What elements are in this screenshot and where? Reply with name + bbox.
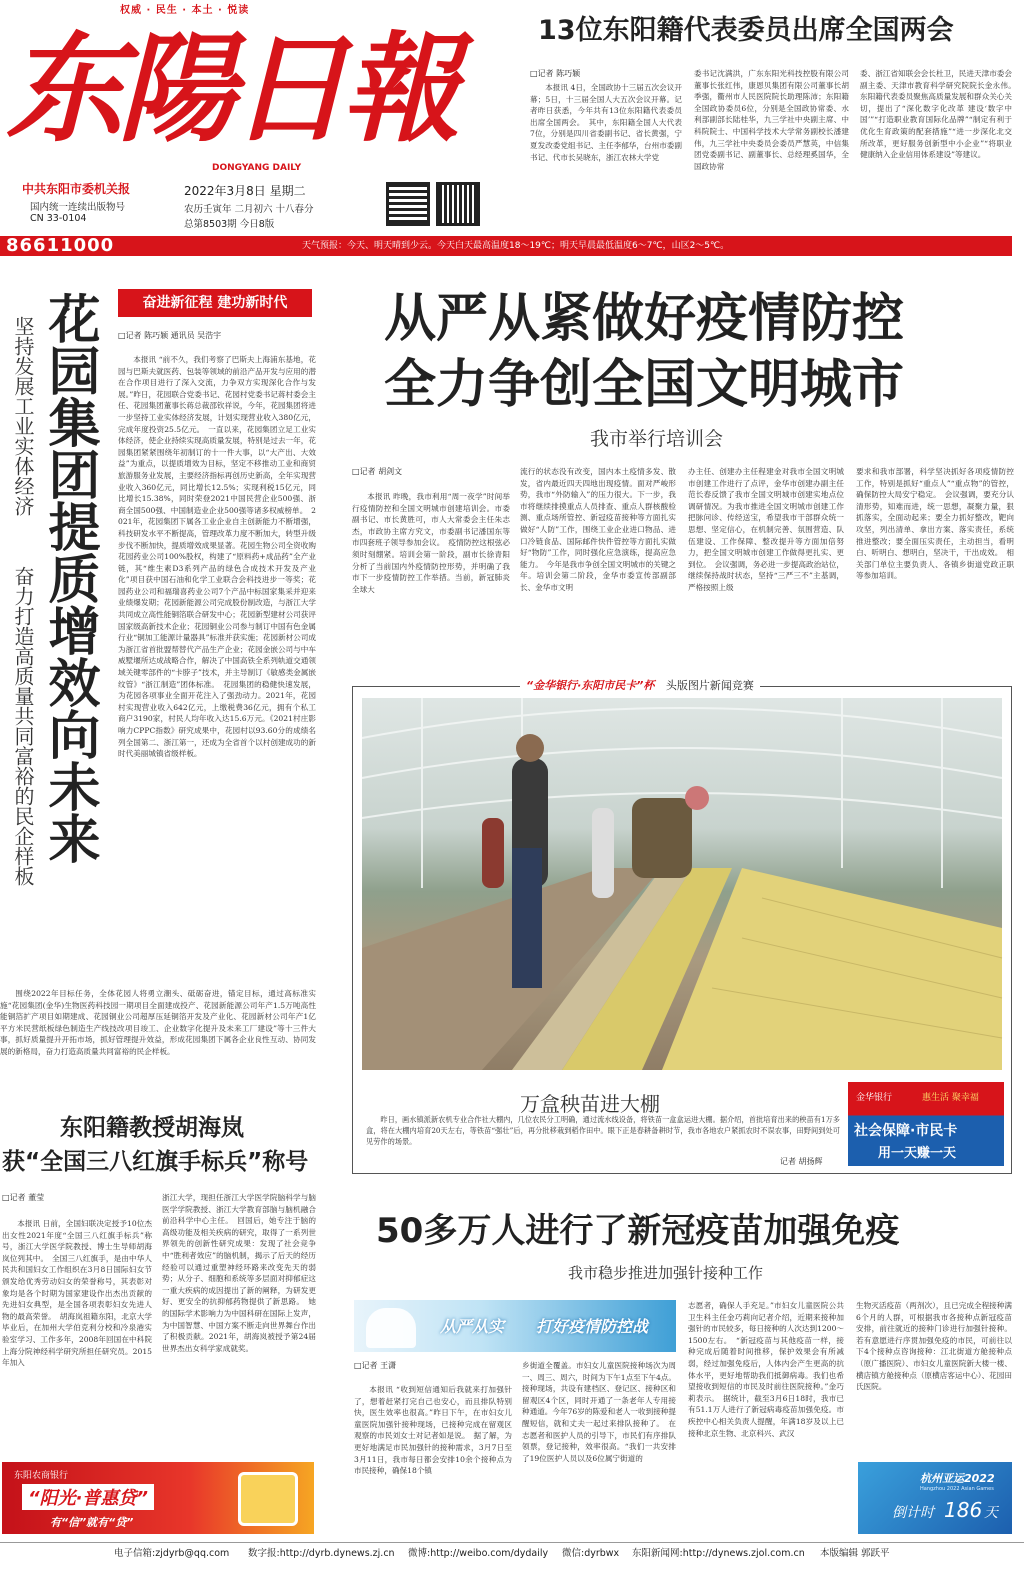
issue-date: 2022年3月8日 星期二 — [184, 184, 306, 198]
left-story-title: 花园集团提质增效向未来 — [39, 292, 99, 864]
asian-games-countdown[interactable] — [858, 1462, 1012, 1534]
left-story-byline: □记者 陈巧颖 通讯员 吴浩宇 — [118, 331, 222, 340]
masthead-slogan: 权威 · 民生 · 本土 · 悦读 — [120, 5, 250, 16]
vaccine-col2-text: 志愿者，确保人手充足。”市妇女儿童医院公共卫生科主任金巧莉向记者介绍，近期来接种加强针的市民较多，每日接种的人次达到1200～1500左右。 “新冠疫苗与其他疫苗一样，接种完成后随着时间推移，保护效果会有所减弱，经过加强免疫后，人体内会产生更高的抗体水平，更好地帮助我们抵御病毒。我们也希望接收到短信的市民及时前往医院接种。”金巧莉表示。 据统计，截至3月6日18时，我市已有51.1万人进行了新冠病毒疫苗加强免疫。市疾控中心相关负责人提醒，年满18岁及以上已接种北京生物、北京科兴、武汉 — [688, 1301, 845, 1438]
vaccine-title: 50多万人进行了新冠疫苗加强免疫 — [376, 1211, 900, 1251]
teacher-col1 — [2, 1218, 152, 1454]
top-story-col1-text: 本报讯 4日，全国政协十三届五次会议开幕；5日，十三届全国人大五次会议开幕。记者昨日获悉，今年共有13位东阳籍代表委员出席全国两会。 其中，东阳籍全国人大代表7位，分别是四川省委副书记、省长黄强，宁夏发改委党组书记、主任李郁华，台州市委副书记、代市长吴晓东，浙江农林大学党 — [530, 83, 682, 162]
greenhouse-photo — [362, 698, 1002, 1070]
newspaper-logo: 东陽日報 — [6, 19, 455, 158]
medical-worker-icon — [366, 1308, 416, 1348]
qr-code-2[interactable] — [436, 182, 480, 226]
left-story-body-2 — [0, 988, 316, 1084]
left-story-kicker-1: 坚持发展工业实体经济 — [11, 316, 35, 516]
teacher-title-line-2: 获“全国三八红旗手标兵”称号 — [2, 1149, 309, 1175]
asian-games-title: 杭州亚运2022 — [920, 1472, 995, 1485]
teacher-col2 — [162, 1192, 316, 1454]
vaccine-col1b — [522, 1360, 676, 1538]
rural-bank-ad[interactable] — [2, 1462, 314, 1534]
issue-number: 总第8503期 今日8版 — [184, 219, 275, 230]
epidemic-banner — [354, 1300, 676, 1352]
footer-bar — [0, 1542, 1024, 1566]
footer-wechat[interactable]: 微信:dyrbwx — [562, 1548, 620, 1559]
contest-label: 头版图片新闻竞赛 — [665, 679, 754, 692]
lead-col4 — [856, 466, 1014, 657]
footer-weibo[interactable]: 微博:http://weibo.com/dydaily — [408, 1548, 549, 1559]
vaccine-col2 — [688, 1300, 844, 1538]
lead-col1 — [352, 491, 510, 657]
lead-col3 — [688, 466, 844, 657]
vaccine-col1b-text: 乡街道全覆盖。市妇女儿童医院接种场次为周一、周三、周六，时间为下午1点至下午4点。接种现场，共设有建档区、登记区、接种区和留观区4个区，同时开通了一条老年人专用接种通道。今年76岁的陈爱和老人一收到接种提醒短信，就和丈夫一起过来排队接种了。 在志愿者和医护人员的引导下，市民们有序排队领票，登记接种，效率很高。“我们一共安排了19位医护人员以及6位属宁街道的 — [522, 1361, 676, 1463]
photo-contest-banner — [520, 678, 760, 694]
top-story-col3-text: 委、浙江省知联会会长杜卫，民进天津市委会副主委、天津市教育科学研究院院长金永伟。 东阳籍代表委员聚焦高质量发展和群众关心关切，提出了“深化数字化改革 建设‘数字中国’”“打造职业教育国际化品牌”“制定有利于优化生育政策的配套措施”“进一步深化北交所改革，更好服务创新型中小企业”“将职业健康纳入企业信用体系建设”等建议。 — [860, 69, 1020, 160]
left-story-body — [118, 354, 316, 988]
photo-caption-text: 昨日，画水镇派新农机专业合作社大棚内，几位农民分工明确，通过流水线设备，将铁苗一盒盒运进大棚。据介绍，首批培育出来的秧苗有1万多盒，将在大棚内培育20天左右，等铁苗“强壮”后，再分批移栽到稻作田中。眼下正是春耕备耕时节，我市各地农户紧抓农时不误农事，田野间到处可见劳作的场景。 — [366, 1115, 840, 1146]
bank-ad-line-1: 社会保障·市民卡 — [854, 1123, 958, 1139]
teacher-title-line-1: 东阳籍教授胡海岚 — [60, 1115, 244, 1141]
countdown-value: 186 — [944, 1498, 983, 1522]
newspaper-pinyin: DONGYANG DAILY — [212, 163, 302, 173]
hotline-number: 86611000 — [6, 235, 115, 256]
lead-col2 — [520, 466, 676, 657]
epidemic-banner-text-1: 从严从实 — [440, 1317, 505, 1336]
top-story-col1 — [530, 82, 682, 232]
bank-ad-card[interactable] — [848, 1082, 1004, 1166]
photo-caption-title: 万盒秧苗进大棚 — [520, 1092, 660, 1116]
photo-caption — [366, 1114, 840, 1148]
left-story-kicker-2: 奋力打造高质量共同富裕的民企样板 — [11, 566, 35, 886]
left-story-body-text: 本报讯 “前不久，我们考察了巴斯夫上海浦东基地，花园与巴斯夫就医药、包装等领域的前沿产品开发与应用的潜在合作项目进行了深入交流，力争双方实现深化合作与发展。”昨日，花园联合党委书记、花园村党委书记蒋村委会主任、花园集团董事长蒋总裁邵钦祥说，今年，花园集团将进一步坚持工业实体经济发展，计划实现营业收入380亿元，完成年度投资25.5亿元。 一直以来，花园集团立足工业实体经济，使企业持续实现高质量发展，特别是过去一年，花园集团紧紧围绕年初制订的十一件大事，以“大产出、大效益”为重点，以提质增效为目标，坚定不移推动工业和商贸旅游服务业发展，主要经济指标再创历史新高，全年实现营业收入360亿元，同比增长12.5%；实现利税15亿元，同比增长15.38%，同时荣登2021中国民营企业500强、浙商全国500强、中国制造业企业500强等诸多权威榜单。 2021年，花园集团下属各工业企业自主创新能力不断增强，科技研发水平不断提高，管理改革力度不断加大，转型升级步伐不断加快，提质增效成果显著。花园生物公司全资收购花园药业公司100%股权，构建了“原料药+成品药”全产业链，其“维生素D3系列产品的绿色合成技术开发及产业化”项目获中国石油和化学工业联合会科技进步一等奖；花园药业公司和福瑞喜药业公司7个产品中标国家集采并迎来业绩爆发期；花园新能源公司完成股份制改造，与浙江大学共同成立高性能铜箔联合研发中心；花园新型建材公司获评国家级高新技术企业；花园铜业公司参与制订中国有色金属行业“铜加工能源计量器具”标准并获实施；花园新材公司成为浙江省首批盟帮替代产品生产企业；花园金嵌公司与中车威墅堰所达成战略合作，解决了中国高铁全系列轨道交通领域关键零部件的“卡脖子”技术，并主导制订《敏感类金属嵌纹管》“浙江制造”团体标准。 花园集团的稳健快速发展，为花园各项事业全面开花注入了强劲动力。2021年，花园村实现营业收入642亿元，上缴税费36亿元，拥有个私工商户3190家，村民人均年收入达15.6万元。《2021村庄影响力CPPC指数》研究成果中，花园村以93.60分的成绩名列全国第二、浙江第一，还成为全省首个以村创建成功的新时代美丽城镇省级样板。 — [118, 355, 316, 759]
top-story-col2 — [694, 68, 849, 232]
greenhouse-photo-drawing — [362, 698, 1002, 1070]
bank-ad-name: 金华银行 — [856, 1093, 893, 1103]
top-story-byline: □记者 陈巧颖 — [530, 69, 581, 78]
lead-subtitle: 我市举行培训会 — [590, 428, 724, 450]
lead-col4-text: 要求和我市部署，科学坚决抓好各项疫情防控工作，特别是抓好“重点人”“重点物”的管控，确保防控大局安宁稳定。 会议强调，要充分认清形势，知难而进，统一思想，凝聚力量，狠抓落实，全面动起来；要全力抓好整改，靶向攻坚，列出清单、拿出方案、落实责任，系统推进整改；要全面压实责任，主动担当，看明白、听明白、想明白，坚决干，干出成效。 相关部门单位主要负责人、各镇乡街道党政正职等参加培训。 — [856, 467, 1014, 581]
rural-bank-name: 东阳农商银行 — [14, 1471, 69, 1481]
lead-byline: □记者 胡剑文 — [352, 467, 403, 476]
lead-title-line-2: 全力争创全国文明城市 — [384, 355, 905, 415]
contest-name: “金华银行·东阳市民卡”杯 — [526, 679, 655, 692]
campaign-badge: 奋进新征程 建功新时代 — [118, 289, 312, 317]
epidemic-banner-text-2: 打好疫情防控战 — [536, 1317, 649, 1336]
rural-bank-slogan-1: “阳光·普惠贷” — [22, 1484, 154, 1510]
footer-email[interactable]: 电子信箱:zjdyrb@qq.com — [114, 1548, 230, 1559]
vaccine-byline: □记者 王潇 — [354, 1361, 397, 1370]
rural-bank-slogan-2: 有“信”就有“贷” — [50, 1516, 134, 1529]
bank-ad-tagline: 惠生活 聚幸福 — [922, 1093, 979, 1103]
gift-box-icon — [238, 1472, 298, 1526]
countdown-label: 倒计时 — [892, 1505, 934, 1521]
vaccine-col3-text: 生物灭活疫苗（两剂次），且已完成全程接种满6个月的人群，可根据我市各接种点新冠疫苗安排，前往就近的接种门诊进行加强针接种。若有意愿进行序贯加强免疫的市民，可前往以下4个接种点咨询接种：江北街道方舱接种点（原广播医院）、市妇女儿童医院新大楼一楼、横店镇方舱接种点（原横店客运中心）、花园田氏医院。 — [856, 1301, 1012, 1392]
cn-label: 国内统一连续出版物号 — [30, 202, 126, 213]
lead-col2-text: 流行的状态没有改变，国内本土疫情多发、散发，省内最近四天四地出现疫情。面对严峻形势，我市“外防输入”的压力很大。下一步，我市将继续排摸重点人员排查、重点人群核酸检测、重点场所管控、新冠疫苗接种等方面扎实做好“人防”工作，围绕工业企业进口物品、进口冷链食品、国际邮件快件管控等方面扎实做好“物防”工作，同时强化应急演练，提高应急能力。 今年是我市争创全国文明城市的关键之年。培训会第二阶段，金华市委宣传部副部长、金华市文明 — [520, 467, 676, 592]
cn-number: CN 33-0104 — [30, 213, 87, 224]
footer-digital-paper[interactable]: 数字报:http://dyrb.dynews.zj.cn — [248, 1548, 395, 1559]
teacher-byline: □记者 董莹 — [2, 1193, 45, 1202]
countdown-unit: 天 — [984, 1505, 998, 1521]
top-story-col2-text: 委书记沈满洪，广东东阳光科技控股有限公司董事长张红伟，康恩贝集团有限公司董事长胡季强，衢州市人民医院院长助理陈沛；东阳籍全国政协委员6位，分别是全国政协常委、水利部副部长陆桂华，九三学社中央副主席、中科院院士、中国科学技术大学常务副校长潘建伟，九三学社中央委员会委员严慧英，中信集团党委副书记、副董事长、总经理奚国华，全国政协常 — [694, 69, 849, 171]
vaccine-col1a-text: 本报讯 “收到短信通知后我就来打加强针了，想着赶紧打完自己也安心，而且排队特别快，医生效率也很高。”昨日下午，在市妇女儿童医院加强针接种现场，已接种完成在留观区观察的市民刘女士对记者如是说。 据了解，为更好地满足市民加强针的接种需求，3月7日至3月11日，我市每日都会安排10余个接种点为市民接种，确保18个镇 — [354, 1385, 512, 1476]
vaccine-subtitle: 我市稳步推进加强针接种工作 — [568, 1264, 764, 1282]
asian-games-subtitle: Hangzhou 2022 Asian Games — [920, 1486, 994, 1492]
party-organ: 中共东阳市委机关报 — [22, 182, 131, 196]
vaccine-col1a — [354, 1384, 512, 1538]
teacher-col1-text: 本报讯 日前，全国妇联决定授予10位杰出女性2021年度“全国三八红旗手标兵”称号，浙江大学医学院教授、博士生导师胡海岚位列其中。 全国三八红旗手，是由中华人民共和国妇女工作组织在3月8日国际妇女节颁发给优秀劳动妇女的荣誉称号，其表彰对象均是各个时期为国家建设作出杰出贡献的先进妇女典型，是全国各项表彰妇女先进人物的最高荣誉。 胡海岚祖籍东阳，北京大学毕业后，在加州大学伯克利分校和冷泉港实验室学习、工作多年，2008年回国在中科院上海分院神经科学研究所担任研究员。2015年加入 — [2, 1219, 152, 1368]
footer-editor: 本版编辑 郭跃平 — [820, 1548, 890, 1559]
qr-code-1[interactable] — [386, 182, 430, 226]
lead-col1-text: 本报讯 昨晚，我市利用“周一夜学”时间举行疫情防控和全国文明城市创建培训会。市委副书记、市长黄胜可，市人大常委会主任朱志杰，市政协主席方究文，市委副书记潘国东等市四套班子领导参加会议。 疫情防控这根弦必须时刻绷紧。培训会第一阶段，副市长徐青阳分析了当前国内外疫情防控形势，并明确了我市下一步疫情防控工作举措。当前，新冠肺炎全球大 — [352, 492, 510, 594]
left-story-body-2-text: 围绕2022年目标任务，全体花园人将勇立潮头、砥砺奋进，锚定目标，通过高标准实施“花园集团(金华)生物医药科技园一期项目全面建成投产、花园新能源公司年产1.5万吨高性能铜箔扩产项目如期建成、花园铜业公司超厚压延铜箔开发及产业化、花园新材公司年产1亿平方米民营纸板绿色制造生产线技改项目竣工、企业数字化提升及未来工厂建设”等十三件大事，抓好质量提升开拓市场，抓好管理提升效益，形成花园集团下属各企业良性互动、协同发展的新格局，奋力打造高质量共同富裕的民企样板。 — [0, 989, 316, 1056]
lunar-date: 农历壬寅年 二月初六 十八春分 — [184, 204, 314, 215]
vaccine-col3 — [856, 1300, 1012, 1450]
footer-news-site[interactable]: 东阳新闻网:http://dynews.zjol.com.cn — [632, 1548, 805, 1559]
top-story-col3 — [860, 68, 1020, 232]
lead-col3-text: 办主任、创建办主任程建金对我市全国文明城市创建工作进行了点评，金华市创建办副主任范长春反馈了我市全国文明城市创建实地点位调研情况。为我市推进全国文明城市创建工作把脉问诊、传经送宝，希望我市干部群众统一思想、坚定信心，在机制完善、氛围营造、队伍建设、工作保障、整改提升等方面加倍努力，把全国文明城市创建工作做得更扎实、更到位。 会议强调，务必进一步提高政治站位，继续保持战时状态，坚持“三严三不”主基调，严格按照上级 — [688, 467, 844, 592]
weather-forecast: 天气预报：今天、明天晴到少云。今天白天最高温度18～19℃；明天早晨最低温度6～7℃，山区2～5℃。 — [302, 241, 730, 251]
top-story-title: 13位东阳籍代表委员出席全国两会 — [538, 15, 954, 46]
teacher-col2-text: 浙江大学，现担任浙江大学医学院脑科学与脑医学学院教授、浙江大学教育部脑与脑机融合前沿科学中心主任。 回国后，她专注于脑的高级功能及相关疾病的研究，取得了一系列世界领先的创新性研究成果：发现了社会竞争中“胜利者效应”的脑机制，揭示了后天的经历经验可以通过重塑神经环路来改变先天的弱势；从分子、细胞和系统等多层面对抑郁症这一重大疾病的成因提出了新的阐释，为研发更好、更安全的抗抑郁药物提供了新思路。 她的国际学术影响力为中国科研在国际上发声，为中国智慧、中国方案不断走向世界舞台作出了积极贡献。2021年，胡海岚被授予第24届世界杰出女科学家成就奖。 — [162, 1193, 316, 1353]
photo-credit: 记者 胡扬辉 — [780, 1157, 823, 1166]
lead-title-line-1: 从严从紧做好疫情防控 — [384, 289, 905, 349]
bank-ad-line-2: 用一天赚一天 — [878, 1146, 957, 1161]
